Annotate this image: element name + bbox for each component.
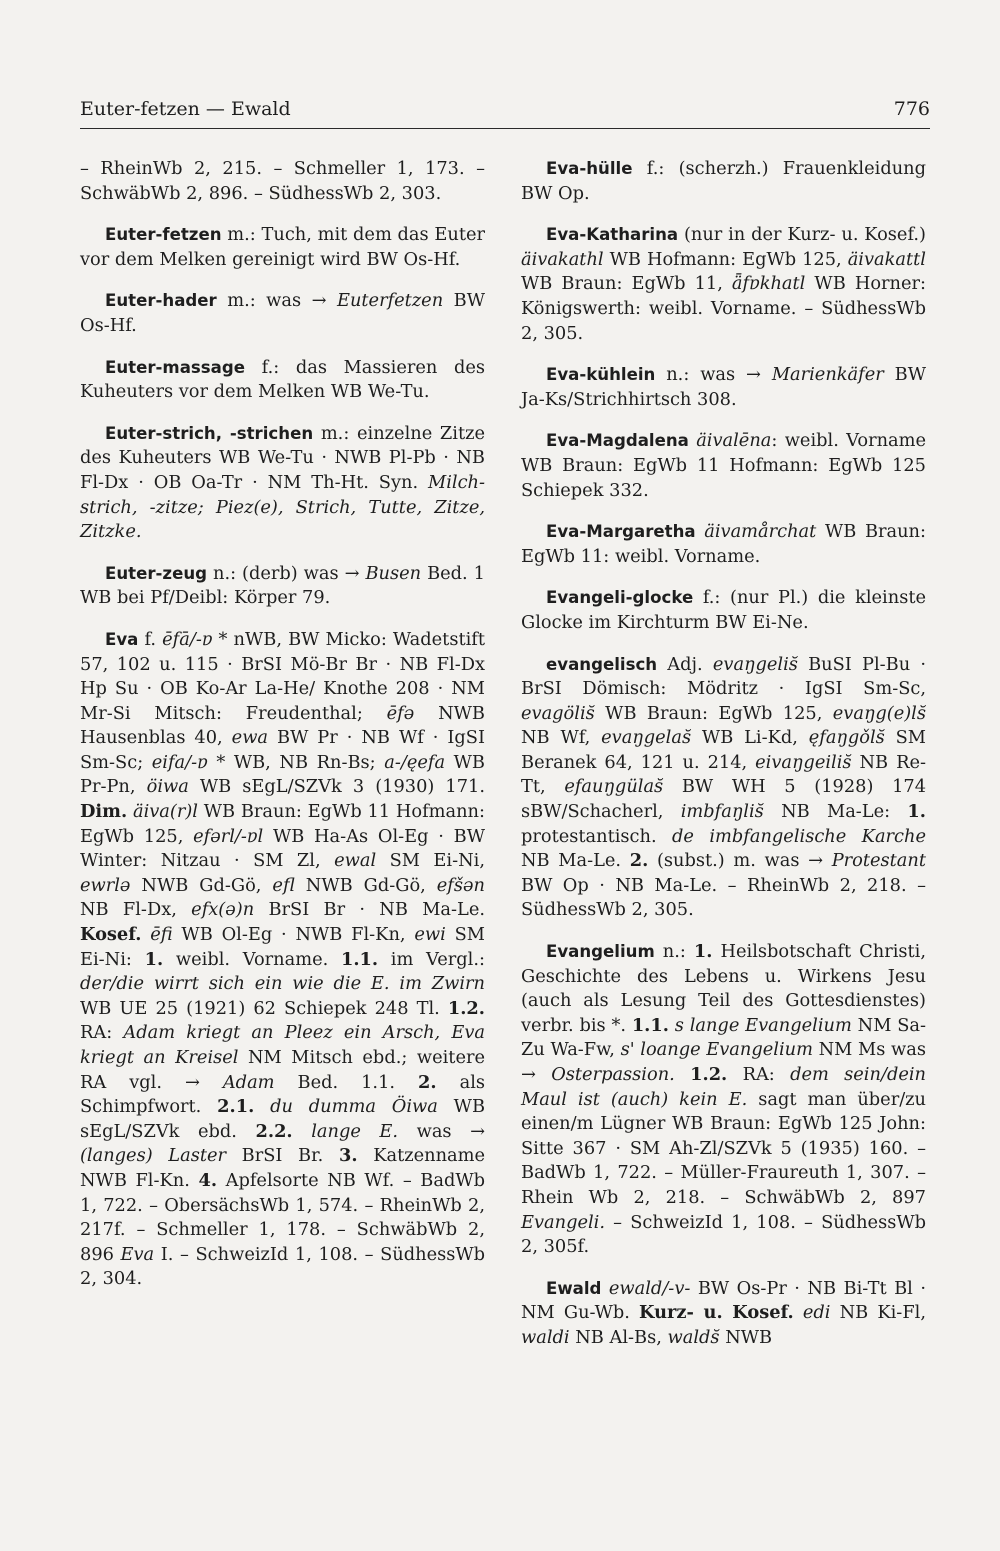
entry-text: [141, 924, 150, 945]
entry-text: 3.: [338, 1145, 358, 1167]
entry-text: Adj.: [657, 653, 713, 675]
entry-text: SM Ei-Ni:: [80, 924, 485, 970]
entry-text: WB Horner: Königswerth: weibl. Vorname. – SüdhessWb 2, 305.: [521, 273, 926, 344]
entry-headword: Eva-Katharina: [546, 225, 679, 245]
dictionary-entry: [521, 520, 926, 569]
entry-headword: Eva-hülle: [546, 159, 633, 178]
entry-text: 2.: [629, 850, 649, 872]
entry-text: NB Fl-Dx,: [80, 899, 192, 921]
entry-text: waldi: [521, 1326, 570, 1348]
entry-text: f.: (scherzh.) Frauenkleidung BW Op.: [521, 158, 926, 204]
entry-text: Adam: [222, 1071, 275, 1093]
entry-text: ewi: [414, 924, 446, 946]
entry-text: * WB, NB Rn-Bs;: [207, 751, 385, 773]
entry-text: ewal: [334, 850, 377, 872]
entry-text: [601, 1278, 608, 1299]
entry-text: äivalēna: [696, 430, 772, 452]
entry-text: evagölis̆: [521, 702, 595, 724]
entry-text: n.: was →: [655, 364, 772, 386]
entry-text: sagt man über/zu einen/m Lügner WB Braun: EgWb 125 John: Sitte 367 · SM Ah-Zl/SZVk 5 (1935) 160. – BadWb 1, 722. – Müller-Fraureuth 1, 307. – Rhein Wb 2, 218. – SchwäbWb 2, 897: [521, 1088, 927, 1208]
entry-headword: Ewald: [546, 1278, 602, 1298]
entry-text: eifa/-ɐ: [151, 751, 208, 773]
entry-text: WB Ol-Eg · NWB Fl-Kn,: [172, 924, 415, 946]
entry-text: evaŋgelas̆: [601, 727, 692, 749]
header-rule: [80, 128, 930, 129]
entry-text: * nWB, BW Micko: Wadetstift 57, 102 u. 115 · BrSI Mö-Br Br · NB Fl-Dx Hp Su · OB Ko-Ar La-He/ Knothe 208 · NM Mr-Si Mitsch: Freudenthal;: [80, 628, 485, 724]
entry-text: s' loange Evangelium: [620, 1039, 813, 1061]
entry-headword: Euter-massage: [105, 357, 245, 377]
entry-text: ewrlə: [80, 874, 131, 896]
dictionary-entry: [80, 356, 485, 405]
entry-text: imbfaŋlis̆: [680, 801, 764, 823]
entry-text: Euterfetzen: [336, 290, 444, 312]
entry-text: Heilsbotschaft Christi, Geschichte des Lebens u. Wirkens Jesu (auch als Lesung Teil des Gottesdienstes) verbr. bis *.: [521, 941, 926, 1036]
entry-text: WB Braun: EgWb 11 Hofmann: EgWb 125,: [80, 801, 486, 847]
entry-text: evaŋg(e)ls̆: [832, 702, 926, 724]
dictionary-entry: [80, 223, 485, 272]
entry-text: BW Os-Hf.: [80, 290, 485, 336]
entry-text: Bed. 1.1.: [274, 1071, 419, 1093]
entry-text: [675, 1064, 690, 1085]
entry-text: Busen: [365, 562, 422, 584]
entry-text: NM Ms was →: [521, 1039, 926, 1085]
entry-text: der/die wirrt sich ein wie die E. im Zwirn: [80, 973, 485, 995]
entry-text: weibl. Vorname.: [163, 948, 341, 970]
dictionary-entry: [80, 628, 485, 1292]
entry-text: ēfi: [150, 924, 173, 946]
entry-text: SM Ei-Ni,: [376, 850, 485, 872]
entry-text: WB Ha-As Ol-Eg · BW Winter: Nitzau · SM Zl,: [80, 825, 485, 872]
dictionary-entry: [521, 223, 926, 346]
entry-headword: Euter-zeug: [105, 563, 208, 583]
entry-text: 2.: [418, 1071, 437, 1093]
entry-text: efauŋgülas̆: [564, 776, 664, 798]
entry-text: BW WH 5 (1928) 174 sBW/Schacherl,: [521, 776, 927, 823]
entry-text: 1.1.: [340, 948, 379, 970]
entry-text: BW Os-Pr · NB Bi-Tt Bl · NM Gu-Wb.: [521, 1277, 926, 1324]
entry-text: NM Mitsch ebd.; weitere RA vgl. →: [80, 1047, 485, 1093]
entry-text: als Schimpfwort.: [80, 1071, 486, 1118]
entry-text: f.: [138, 628, 163, 650]
entry-text: f.: das Massieren des Kuheuters vor dem Melken WB We-Tu.: [80, 356, 485, 403]
entry-text: BrSI Br.: [226, 1145, 339, 1167]
dictionary-entry: [521, 1277, 926, 1351]
entry-text: NB Re-Tt,: [521, 751, 926, 798]
entry-text: [794, 1302, 803, 1323]
entry-text: 2.2.: [255, 1120, 293, 1142]
entry-text: (langes) Laster: [80, 1145, 226, 1167]
entry-text: NWB: [719, 1326, 773, 1348]
entry-text: WB Pr-Pn,: [80, 751, 485, 798]
entry-text: (subst.) m. was →: [648, 850, 832, 872]
entry-text: m.: Tuch, mit dem das Euter vor dem Melken gereinigt wird BW Os-Hf.: [80, 224, 485, 270]
entry-text: a-/ęefa: [384, 751, 446, 773]
entry-text: eivaŋgeilis̆: [755, 751, 852, 773]
entry-text: Osterpassion.: [551, 1064, 675, 1085]
entry-text: BW Pr · NB Wf · IgSI Sm-Sc;: [80, 727, 485, 773]
entry-text: NB Wf,: [521, 727, 602, 749]
entry-headword: Evangeli-glocke: [546, 588, 694, 608]
entry-text: äivamårchat: [704, 521, 817, 543]
entry-text: Katzenname NWB Fl-Kn.: [80, 1145, 485, 1191]
entry-text: ēfā/-ɐ: [162, 628, 213, 650]
entry-text: edi: [802, 1302, 831, 1324]
entry-text: n.: (derb) was →: [207, 562, 366, 584]
entry-text: NM Sa-Zu Wa-Fw,: [521, 1014, 926, 1061]
entry-text: ewa: [231, 727, 269, 749]
entry-text: Evangeli.: [521, 1211, 606, 1233]
entry-text: 1.1.: [631, 1014, 669, 1036]
entry-text: ęfaŋgǒls̆: [808, 727, 885, 749]
entry-text: NWB Gd-Gö,: [130, 874, 273, 896]
entry-text: Eva: [120, 1243, 155, 1265]
entry-text: WB Braun: EgWb 11: weibl. Vorname.: [521, 521, 927, 567]
entry-text: : weibl. Vorname WB Braun: EgWb 11 Hofmann: EgWb 125 Schiepek 332.: [521, 430, 927, 501]
entry-text: [293, 1121, 312, 1142]
dictionary-entry: [521, 157, 926, 206]
entry-text: evaŋgelis̆: [712, 653, 798, 675]
entry-text: protestantisch.: [521, 825, 673, 847]
entry-headword: evangelisch: [546, 654, 658, 674]
entry-text: ǟfɐkhatl: [731, 273, 806, 295]
entry-text: BuSI Pl-Bu · BrSI Dömisch: Mödritz · IgSI Sm-Sc,: [521, 653, 926, 700]
entry-text: 1.: [144, 948, 164, 970]
entry-text: I. – SchweizId 1, 108. – SüdhessWb 2, 304.: [80, 1243, 485, 1290]
left-column: [80, 157, 485, 1292]
entry-text: (nur in der Kurz- u. Kosef.): [678, 224, 926, 246]
entry-text: 2.1.: [217, 1096, 255, 1118]
dictionary-entry: [80, 289, 485, 338]
entry-text: Marienkäfer: [771, 364, 884, 386]
entry-text: du dumma Öiwa: [270, 1096, 438, 1118]
entry-text: efərl/-ɐl: [193, 825, 264, 847]
entry-text: öiwa: [146, 776, 189, 798]
dictionary-entry: [521, 586, 926, 635]
dictionary-entry: [521, 653, 926, 924]
entry-text: BW Ja-Ks/Strichhirtsch 308.: [521, 364, 926, 410]
entry-text: äivakathl: [521, 248, 604, 270]
page-header: [80, 98, 930, 132]
entry-text: Kosef.: [80, 924, 142, 946]
entry-headword: Eva-Magdalena: [546, 431, 689, 451]
entry-text: WB UE 25 (1921) 62 Schiepek 248 Tl.: [80, 997, 448, 1019]
entry-text: Milch-strich, -zitze; Piez(e), Strich, Tutte, Zitze, Zitzke.: [80, 471, 485, 543]
entry-text: efšən: [436, 874, 485, 896]
entry-text: – RheinWb 2, 215. – Schmeller 1, 173. – SchwäbWb 2, 896. – SüdhessWb 2, 303.: [80, 158, 485, 204]
entry-text: [254, 1096, 270, 1117]
entry-text: 1.2.: [447, 997, 485, 1019]
entry-text: dem sein/dein Maul ist (auch) kein E.: [521, 1064, 926, 1110]
entry-text: NB Al-Bs,: [569, 1326, 668, 1348]
dictionary-entry: [521, 940, 926, 1260]
entry-headword: Euter-strich, -strichen: [105, 423, 314, 443]
entry-text: efx(ə)n: [191, 899, 255, 921]
entry-text: NWB Gd-Gö,: [294, 874, 437, 896]
entry-headword: Evangelium: [546, 942, 655, 962]
entry-text: s lange Evangelium: [674, 1014, 852, 1036]
entry-text: Bed. 1 WB bei Pf/Deibl: Körper 79.: [80, 562, 485, 609]
entry-text: äiva(r)l: [132, 801, 198, 823]
page-number: 776: [893, 98, 930, 120]
entry-text: 1.: [693, 941, 713, 963]
entry-text: Adam kriegt an Pleez ein Arsch, Eva kriegt an Kreisel: [80, 1022, 486, 1068]
entry-text: [696, 521, 705, 542]
entry-text: de imbfangelische Karche: [672, 825, 926, 847]
entry-text: NB Ki-Fl,: [830, 1302, 926, 1324]
entry-text: ewald/-v-: [608, 1277, 691, 1299]
entry-text: BW Op · NB Ma-Le. – RheinWb 2, 218. – SüdhessWb 2, 305.: [521, 874, 926, 921]
entry-text: WB Hofmann: EgWb 125,: [603, 248, 848, 270]
entry-text: WB sEgL/SZVk ebd.: [80, 1096, 486, 1142]
entry-continuation: [80, 157, 485, 206]
entry-text: 1.: [907, 801, 926, 823]
entry-text: NB Ma-Le:: [763, 801, 908, 823]
entry-text: Protestant: [831, 850, 926, 872]
entry-text: lange E.: [311, 1120, 399, 1142]
entry-text: efl: [272, 874, 295, 896]
entry-text: WB Li-Kd,: [691, 727, 809, 749]
right-column: [521, 157, 926, 1351]
entry-text: NB Ma-Le.: [521, 850, 630, 872]
dictionary-entry: [80, 562, 485, 611]
entry-text: ēfə: [386, 702, 415, 724]
entry-text: RA:: [80, 1022, 124, 1044]
entry-text: WB sEgL/SZVk 3 (1930) 171.: [188, 776, 485, 798]
dictionary-entry: [521, 429, 926, 503]
entry-text: Dim.: [80, 801, 128, 823]
entry-headword: Euter-fetzen: [105, 225, 222, 245]
entry-text: RA:: [727, 1064, 791, 1085]
entry-text: m.: was →: [216, 290, 337, 312]
entry-headword: Euter-hader: [105, 291, 217, 311]
entry-headword: Eva-kühlein: [546, 365, 656, 385]
entry-text: WB Braun: EgWb 11,: [521, 273, 732, 295]
entry-text: 4.: [198, 1169, 218, 1191]
entry-text: NWB Hausenblas 40,: [80, 702, 485, 749]
entry-text: – SchweizId 1, 108. – SüdhessWb 2, 305f.: [521, 1211, 926, 1258]
entry-text: WB Braun: EgWb 125,: [594, 702, 833, 724]
entry-text: m.: einzelne Zitze des Kuheuters WB We-Tu · NWB Pl-Pb · NB Fl-Dx · OB Oa-Tr · NM Th-Ht. Syn.: [80, 422, 485, 493]
entry-text: SM Beranek 64, 121 u. 214,: [521, 727, 926, 773]
entry-text: was →: [398, 1120, 486, 1142]
dictionary-entry: [521, 363, 926, 412]
entry-headword: Eva-Margaretha: [546, 522, 696, 542]
entry-text: BrSI Br · NB Ma-Le.: [254, 899, 485, 921]
entry-text: Kurz- u. Kosef.: [639, 1302, 794, 1324]
entry-text: äivakattl: [847, 248, 926, 270]
entry-text: n.:: [654, 941, 694, 963]
entry-text: Apfelsorte NB Wf. – BadWb 1, 722. – ObersächsWb 1, 574. – RheinWb 2, 217f. – Schmeller 1, 178. – SchwäbWb 2, 896: [80, 1169, 485, 1265]
entry-headword: Eva: [105, 629, 139, 649]
entry-text: im Vergl.:: [378, 948, 485, 970]
dictionary-entry: [80, 422, 485, 545]
entry-text: f.: (nur Pl.) die kleinste Glocke im Kirchturm BW Ei-Ne.: [521, 587, 926, 633]
entry-text: walds̆: [667, 1326, 720, 1348]
running-head: Euter-fetzen — Ewald: [80, 98, 291, 120]
entry-text: 1.2.: [690, 1064, 728, 1085]
